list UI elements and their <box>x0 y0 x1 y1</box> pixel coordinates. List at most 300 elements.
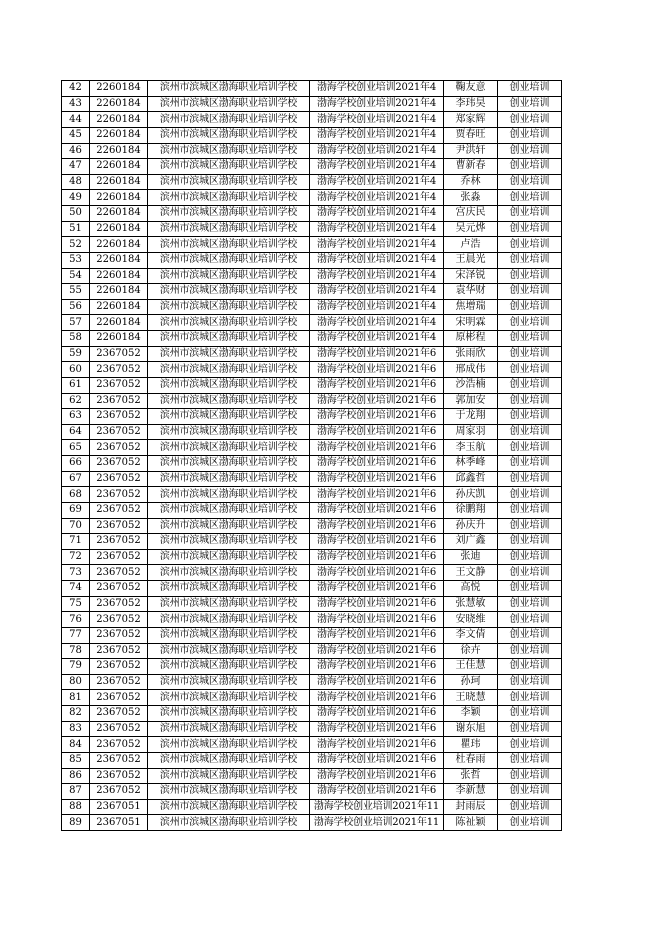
row-number-cell: 44 <box>62 112 90 128</box>
row-number-cell: 68 <box>62 487 90 503</box>
project-cell: 渤海学校创业培训2021年4 <box>310 174 444 190</box>
row-number-cell: 53 <box>62 252 90 268</box>
table-row <box>62 752 562 768</box>
project-cell: 渤海学校创业培训2021年6 <box>310 690 444 706</box>
table-row <box>62 284 562 300</box>
trainee-name-cell: 谢东旭 <box>444 721 498 737</box>
project-cell: 渤海学校创业培训2021年6 <box>310 659 444 675</box>
organization-cell: 滨州市滨城区渤海职业培训学校 <box>148 299 310 315</box>
trainee-name-cell: 孙珂 <box>444 674 498 690</box>
row-number-cell: 47 <box>62 159 90 175</box>
class-code-cell: 2367052 <box>90 674 148 690</box>
table-row <box>62 627 562 643</box>
trainee-name-cell: 郑家辉 <box>444 112 498 128</box>
organization-cell: 滨州市滨城区渤海职业培训学校 <box>148 159 310 175</box>
organization-cell: 滨州市滨城区渤海职业培训学校 <box>148 284 310 300</box>
class-code-cell: 2260184 <box>90 237 148 253</box>
trainee-name-cell: 林季峰 <box>444 456 498 472</box>
table-row <box>62 346 562 362</box>
organization-cell: 滨州市滨城区渤海职业培训学校 <box>148 440 310 456</box>
organization-cell: 滨州市滨城区渤海职业培训学校 <box>148 768 310 784</box>
project-cell: 渤海学校创业培训2021年4 <box>310 190 444 206</box>
organization-cell: 滨州市滨城区渤海职业培训学校 <box>148 174 310 190</box>
training-type-cell: 创业培训 <box>498 565 562 581</box>
class-code-cell: 2260184 <box>90 284 148 300</box>
row-number-cell: 75 <box>62 596 90 612</box>
project-cell: 渤海学校创业培训2021年4 <box>310 299 444 315</box>
project-cell: 渤海学校创业培训2021年6 <box>310 456 444 472</box>
class-code-cell: 2260184 <box>90 159 148 175</box>
organization-cell: 滨州市滨城区渤海职业培训学校 <box>148 518 310 534</box>
trainee-name-cell: 宋明霖 <box>444 315 498 331</box>
trainee-name-cell: 王晨光 <box>444 252 498 268</box>
row-number-cell: 59 <box>62 346 90 362</box>
project-cell: 渤海学校创业培训2021年11 <box>310 815 444 831</box>
table-row <box>62 206 562 222</box>
project-cell: 渤海学校创业培训2021年6 <box>310 393 444 409</box>
training-type-cell: 创业培训 <box>498 299 562 315</box>
training-type-cell: 创业培训 <box>498 596 562 612</box>
training-type-cell: 创业培训 <box>498 471 562 487</box>
organization-cell: 滨州市滨城区渤海职业培训学校 <box>148 752 310 768</box>
project-cell: 渤海学校创业培训2021年6 <box>310 612 444 628</box>
row-number-cell: 84 <box>62 737 90 753</box>
class-code-cell: 2367052 <box>90 768 148 784</box>
training-type-cell: 创业培训 <box>498 799 562 815</box>
organization-cell: 滨州市滨城区渤海职业培训学校 <box>148 112 310 128</box>
organization-cell: 滨州市滨城区渤海职业培训学校 <box>148 565 310 581</box>
table-row <box>62 424 562 440</box>
training-type-cell: 创业培训 <box>498 127 562 143</box>
organization-cell: 滨州市滨城区渤海职业培训学校 <box>148 315 310 331</box>
row-number-cell: 52 <box>62 237 90 253</box>
trainee-name-cell: 封雨辰 <box>444 799 498 815</box>
project-cell: 渤海学校创业培训2021年4 <box>310 284 444 300</box>
trainee-name-cell: 王佳慧 <box>444 659 498 675</box>
training-type-cell: 创业培训 <box>498 815 562 831</box>
training-type-cell: 创业培训 <box>498 159 562 175</box>
project-cell: 渤海学校创业培训2021年4 <box>310 221 444 237</box>
trainee-name-cell: 鞠友意 <box>444 81 498 97</box>
organization-cell: 滨州市滨城区渤海职业培训学校 <box>148 581 310 597</box>
class-code-cell: 2367052 <box>90 518 148 534</box>
trainee-name-cell: 乔林 <box>444 174 498 190</box>
project-cell: 渤海学校创业培训2021年4 <box>310 81 444 97</box>
trainee-name-cell: 瞿玮 <box>444 737 498 753</box>
training-type-cell: 创业培训 <box>498 502 562 518</box>
project-cell: 渤海学校创业培训2021年4 <box>310 159 444 175</box>
training-type-cell: 创业培训 <box>498 221 562 237</box>
table-row <box>62 377 562 393</box>
trainee-name-cell: 郭加安 <box>444 393 498 409</box>
trainee-name-cell: 徐鹏翔 <box>444 502 498 518</box>
training-type-cell: 创业培训 <box>498 268 562 284</box>
class-code-cell: 2260184 <box>90 190 148 206</box>
table-row <box>62 174 562 190</box>
row-number-cell: 61 <box>62 377 90 393</box>
table-row <box>62 409 562 425</box>
trainee-name-cell: 徐卉 <box>444 643 498 659</box>
project-cell: 渤海学校创业培训2021年6 <box>310 627 444 643</box>
row-number-cell: 48 <box>62 174 90 190</box>
row-number-cell: 71 <box>62 534 90 550</box>
training-type-cell: 创业培训 <box>498 784 562 800</box>
trainee-name-cell: 张迪 <box>444 549 498 565</box>
class-code-cell: 2260184 <box>90 127 148 143</box>
trainee-name-cell: 王晓慧 <box>444 690 498 706</box>
training-type-cell: 创业培训 <box>498 237 562 253</box>
training-type-cell: 创业培训 <box>498 674 562 690</box>
class-code-cell: 2367052 <box>90 659 148 675</box>
table-row <box>62 581 562 597</box>
trainee-name-cell: 李文倩 <box>444 627 498 643</box>
organization-cell: 滨州市滨城区渤海职业培训学校 <box>148 643 310 659</box>
project-cell: 渤海学校创业培训2021年6 <box>310 549 444 565</box>
row-number-cell: 65 <box>62 440 90 456</box>
project-cell: 渤海学校创业培训2021年6 <box>310 737 444 753</box>
class-code-cell: 2367052 <box>90 737 148 753</box>
table-row <box>62 190 562 206</box>
training-type-cell: 创业培训 <box>498 424 562 440</box>
project-cell: 渤海学校创业培训2021年6 <box>310 643 444 659</box>
row-number-cell: 73 <box>62 565 90 581</box>
training-type-cell: 创业培训 <box>498 96 562 112</box>
trainee-name-cell: 李玮昊 <box>444 96 498 112</box>
row-number-cell: 43 <box>62 96 90 112</box>
table-row <box>62 331 562 347</box>
project-cell: 渤海学校创业培训2021年6 <box>310 565 444 581</box>
trainee-name-cell: 张淼 <box>444 190 498 206</box>
project-cell: 渤海学校创业培训2021年6 <box>310 440 444 456</box>
project-cell: 渤海学校创业培训2021年4 <box>310 237 444 253</box>
training-type-cell: 创业培训 <box>498 284 562 300</box>
trainee-name-cell: 沙浩楠 <box>444 377 498 393</box>
organization-cell: 滨州市滨城区渤海职业培训学校 <box>148 549 310 565</box>
table-row <box>62 440 562 456</box>
row-number-cell: 42 <box>62 81 90 97</box>
row-number-cell: 67 <box>62 471 90 487</box>
class-code-cell: 2367052 <box>90 612 148 628</box>
training-type-cell: 创业培训 <box>498 315 562 331</box>
class-code-cell: 2367052 <box>90 440 148 456</box>
table-row <box>62 456 562 472</box>
row-number-cell: 82 <box>62 706 90 722</box>
project-cell: 渤海学校创业培训2021年6 <box>310 534 444 550</box>
organization-cell: 滨州市滨城区渤海职业培训学校 <box>148 362 310 378</box>
organization-cell: 滨州市滨城区渤海职业培训学校 <box>148 237 310 253</box>
training-type-cell: 创业培训 <box>498 768 562 784</box>
organization-cell: 滨州市滨城区渤海职业培训学校 <box>148 471 310 487</box>
table-row <box>62 799 562 815</box>
table-row <box>62 252 562 268</box>
training-type-cell: 创业培训 <box>498 752 562 768</box>
class-code-cell: 2260184 <box>90 315 148 331</box>
row-number-cell: 72 <box>62 549 90 565</box>
trainee-name-cell: 刘广鑫 <box>444 534 498 550</box>
organization-cell: 滨州市滨城区渤海职业培训学校 <box>148 456 310 472</box>
project-cell: 渤海学校创业培训2021年4 <box>310 127 444 143</box>
organization-cell: 滨州市滨城区渤海职业培训学校 <box>148 612 310 628</box>
class-code-cell: 2367052 <box>90 487 148 503</box>
table-row <box>62 237 562 253</box>
class-code-cell: 2367052 <box>90 627 148 643</box>
training-type-cell: 创业培训 <box>498 252 562 268</box>
class-code-cell: 2260184 <box>90 268 148 284</box>
organization-cell: 滨州市滨城区渤海职业培训学校 <box>148 627 310 643</box>
table-row <box>62 690 562 706</box>
table-row <box>62 112 562 128</box>
class-code-cell: 2367052 <box>90 409 148 425</box>
row-number-cell: 45 <box>62 127 90 143</box>
training-type-cell: 创业培训 <box>498 659 562 675</box>
trainee-name-cell: 高悦 <box>444 581 498 597</box>
project-cell: 渤海学校创业培训2021年4 <box>310 206 444 222</box>
table-row <box>62 518 562 534</box>
table-row <box>62 659 562 675</box>
organization-cell: 滨州市滨城区渤海职业培训学校 <box>148 659 310 675</box>
project-cell: 渤海学校创业培训2021年6 <box>310 362 444 378</box>
table-row <box>62 221 562 237</box>
row-number-cell: 54 <box>62 268 90 284</box>
row-number-cell: 50 <box>62 206 90 222</box>
table-row <box>62 815 562 831</box>
training-type-cell: 创业培训 <box>498 627 562 643</box>
table-row <box>62 487 562 503</box>
training-type-cell: 创业培训 <box>498 456 562 472</box>
trainee-name-cell: 卢浩 <box>444 237 498 253</box>
trainee-name-cell: 邱鑫哲 <box>444 471 498 487</box>
project-cell: 渤海学校创业培训2021年4 <box>310 331 444 347</box>
project-cell: 渤海学校创业培训2021年4 <box>310 143 444 159</box>
project-cell: 渤海学校创业培训2021年6 <box>310 487 444 503</box>
table-row <box>62 471 562 487</box>
trainee-name-cell: 宋泽锐 <box>444 268 498 284</box>
row-number-cell: 64 <box>62 424 90 440</box>
training-type-cell: 创业培训 <box>498 487 562 503</box>
class-code-cell: 2367052 <box>90 549 148 565</box>
project-cell: 渤海学校创业培训2021年6 <box>310 377 444 393</box>
organization-cell: 滨州市滨城区渤海职业培训学校 <box>148 331 310 347</box>
class-code-cell: 2367052 <box>90 581 148 597</box>
class-code-cell: 2367052 <box>90 362 148 378</box>
organization-cell: 滨州市滨城区渤海职业培训学校 <box>148 143 310 159</box>
project-cell: 渤海学校创业培训2021年6 <box>310 784 444 800</box>
trainee-name-cell: 孙庆升 <box>444 518 498 534</box>
project-cell: 渤海学校创业培训2021年6 <box>310 409 444 425</box>
trainee-name-cell: 曹新春 <box>444 159 498 175</box>
training-type-cell: 创业培训 <box>498 81 562 97</box>
project-cell: 渤海学校创业培训2021年6 <box>310 752 444 768</box>
table-row <box>62 784 562 800</box>
roster-table-body <box>62 81 562 831</box>
class-code-cell: 2260184 <box>90 206 148 222</box>
training-type-cell: 创业培训 <box>498 362 562 378</box>
training-type-cell: 创业培训 <box>498 377 562 393</box>
class-code-cell: 2367052 <box>90 706 148 722</box>
row-number-cell: 66 <box>62 456 90 472</box>
row-number-cell: 62 <box>62 393 90 409</box>
class-code-cell: 2367051 <box>90 799 148 815</box>
class-code-cell: 2367052 <box>90 346 148 362</box>
organization-cell: 滨州市滨城区渤海职业培训学校 <box>148 190 310 206</box>
table-row <box>62 159 562 175</box>
table-row <box>62 768 562 784</box>
table-row <box>62 96 562 112</box>
organization-cell: 滨州市滨城区渤海职业培训学校 <box>148 377 310 393</box>
class-code-cell: 2260184 <box>90 221 148 237</box>
organization-cell: 滨州市滨城区渤海职业培训学校 <box>148 81 310 97</box>
project-cell: 渤海学校创业培训2021年4 <box>310 268 444 284</box>
row-number-cell: 58 <box>62 331 90 347</box>
class-code-cell: 2260184 <box>90 143 148 159</box>
organization-cell: 滨州市滨城区渤海职业培训学校 <box>148 534 310 550</box>
training-type-cell: 创业培训 <box>498 174 562 190</box>
row-number-cell: 56 <box>62 299 90 315</box>
class-code-cell: 2367051 <box>90 815 148 831</box>
organization-cell: 滨州市滨城区渤海职业培训学校 <box>148 799 310 815</box>
trainee-name-cell: 周家羽 <box>444 424 498 440</box>
trainee-name-cell: 尹洪轩 <box>444 143 498 159</box>
row-number-cell: 79 <box>62 659 90 675</box>
row-number-cell: 88 <box>62 799 90 815</box>
project-cell: 渤海学校创业培训2021年4 <box>310 112 444 128</box>
row-number-cell: 87 <box>62 784 90 800</box>
project-cell: 渤海学校创业培训2021年4 <box>310 252 444 268</box>
table-row <box>62 721 562 737</box>
row-number-cell: 70 <box>62 518 90 534</box>
trainee-name-cell: 张雨欣 <box>444 346 498 362</box>
trainee-name-cell: 李玉航 <box>444 440 498 456</box>
trainee-name-cell: 宫庆民 <box>444 206 498 222</box>
organization-cell: 滨州市滨城区渤海职业培训学校 <box>148 96 310 112</box>
class-code-cell: 2367052 <box>90 424 148 440</box>
organization-cell: 滨州市滨城区渤海职业培训学校 <box>148 424 310 440</box>
training-type-cell: 创业培训 <box>498 393 562 409</box>
trainee-name-cell: 孙庆凯 <box>444 487 498 503</box>
class-code-cell: 2260184 <box>90 252 148 268</box>
class-code-cell: 2367052 <box>90 393 148 409</box>
training-type-cell: 创业培训 <box>498 190 562 206</box>
row-number-cell: 76 <box>62 612 90 628</box>
organization-cell: 滨州市滨城区渤海职业培训学校 <box>148 487 310 503</box>
table-row <box>62 315 562 331</box>
trainee-name-cell: 陈祉颖 <box>444 815 498 831</box>
table-row <box>62 674 562 690</box>
trainee-name-cell: 焦增瑞 <box>444 299 498 315</box>
row-number-cell: 81 <box>62 690 90 706</box>
table-row <box>62 549 562 565</box>
training-type-cell: 创业培训 <box>498 331 562 347</box>
row-number-cell: 77 <box>62 627 90 643</box>
table-row <box>62 596 562 612</box>
table-row <box>62 299 562 315</box>
table-row <box>62 502 562 518</box>
organization-cell: 滨州市滨城区渤海职业培训学校 <box>148 393 310 409</box>
project-cell: 渤海学校创业培训2021年6 <box>310 424 444 440</box>
table-row <box>62 143 562 159</box>
row-number-cell: 85 <box>62 752 90 768</box>
trainee-name-cell: 杜春雨 <box>444 752 498 768</box>
table-row <box>62 534 562 550</box>
trainee-name-cell: 贾春旺 <box>444 127 498 143</box>
organization-cell: 滨州市滨城区渤海职业培训学校 <box>148 815 310 831</box>
training-type-cell: 创业培训 <box>498 581 562 597</box>
project-cell: 渤海学校创业培训2021年6 <box>310 768 444 784</box>
organization-cell: 滨州市滨城区渤海职业培训学校 <box>148 346 310 362</box>
project-cell: 渤海学校创业培训2021年6 <box>310 581 444 597</box>
row-number-cell: 74 <box>62 581 90 597</box>
organization-cell: 滨州市滨城区渤海职业培训学校 <box>148 268 310 284</box>
class-code-cell: 2367052 <box>90 534 148 550</box>
organization-cell: 滨州市滨城区渤海职业培训学校 <box>148 737 310 753</box>
class-code-cell: 2367052 <box>90 690 148 706</box>
training-type-cell: 创业培训 <box>498 440 562 456</box>
trainee-name-cell: 张慧敏 <box>444 596 498 612</box>
trainee-name-cell: 邢成伟 <box>444 362 498 378</box>
organization-cell: 滨州市滨城区渤海职业培训学校 <box>148 252 310 268</box>
row-number-cell: 49 <box>62 190 90 206</box>
row-number-cell: 78 <box>62 643 90 659</box>
class-code-cell: 2367052 <box>90 456 148 472</box>
table-row <box>62 565 562 581</box>
table-row <box>62 268 562 284</box>
training-type-cell: 创业培训 <box>498 643 562 659</box>
project-cell: 渤海学校创业培训2021年6 <box>310 518 444 534</box>
organization-cell: 滨州市滨城区渤海职业培训学校 <box>148 596 310 612</box>
table-row <box>62 127 562 143</box>
project-cell: 渤海学校创业培训2021年6 <box>310 596 444 612</box>
class-code-cell: 2367052 <box>90 643 148 659</box>
training-type-cell: 创业培训 <box>498 409 562 425</box>
trainee-name-cell: 原彬程 <box>444 331 498 347</box>
organization-cell: 滨州市滨城区渤海职业培训学校 <box>148 674 310 690</box>
training-type-cell: 创业培训 <box>498 112 562 128</box>
project-cell: 渤海学校创业培训2021年6 <box>310 721 444 737</box>
trainee-name-cell: 于龙翔 <box>444 409 498 425</box>
training-type-cell: 创业培训 <box>498 549 562 565</box>
class-code-cell: 2260184 <box>90 299 148 315</box>
project-cell: 渤海学校创业培训2021年6 <box>310 471 444 487</box>
organization-cell: 滨州市滨城区渤海职业培训学校 <box>148 127 310 143</box>
table-row <box>62 393 562 409</box>
table-row <box>62 362 562 378</box>
table-row <box>62 706 562 722</box>
organization-cell: 滨州市滨城区渤海职业培训学校 <box>148 409 310 425</box>
trainee-name-cell: 袁华财 <box>444 284 498 300</box>
project-cell: 渤海学校创业培训2021年4 <box>310 315 444 331</box>
organization-cell: 滨州市滨城区渤海职业培训学校 <box>148 706 310 722</box>
row-number-cell: 86 <box>62 768 90 784</box>
organization-cell: 滨州市滨城区渤海职业培训学校 <box>148 721 310 737</box>
class-code-cell: 2367052 <box>90 502 148 518</box>
class-code-cell: 2367052 <box>90 752 148 768</box>
organization-cell: 滨州市滨城区渤海职业培训学校 <box>148 502 310 518</box>
class-code-cell: 2260184 <box>90 96 148 112</box>
project-cell: 渤海学校创业培训2021年6 <box>310 674 444 690</box>
class-code-cell: 2367052 <box>90 471 148 487</box>
trainee-name-cell: 李新慧 <box>444 784 498 800</box>
row-number-cell: 57 <box>62 315 90 331</box>
row-number-cell: 46 <box>62 143 90 159</box>
trainee-name-cell: 安晓维 <box>444 612 498 628</box>
roster-table <box>61 80 562 831</box>
training-type-cell: 创业培训 <box>498 518 562 534</box>
trainee-name-cell: 王文静 <box>444 565 498 581</box>
trainee-name-cell: 张哲 <box>444 768 498 784</box>
trainee-name-cell: 吴元烨 <box>444 221 498 237</box>
project-cell: 渤海学校创业培训2021年11 <box>310 799 444 815</box>
row-number-cell: 89 <box>62 815 90 831</box>
